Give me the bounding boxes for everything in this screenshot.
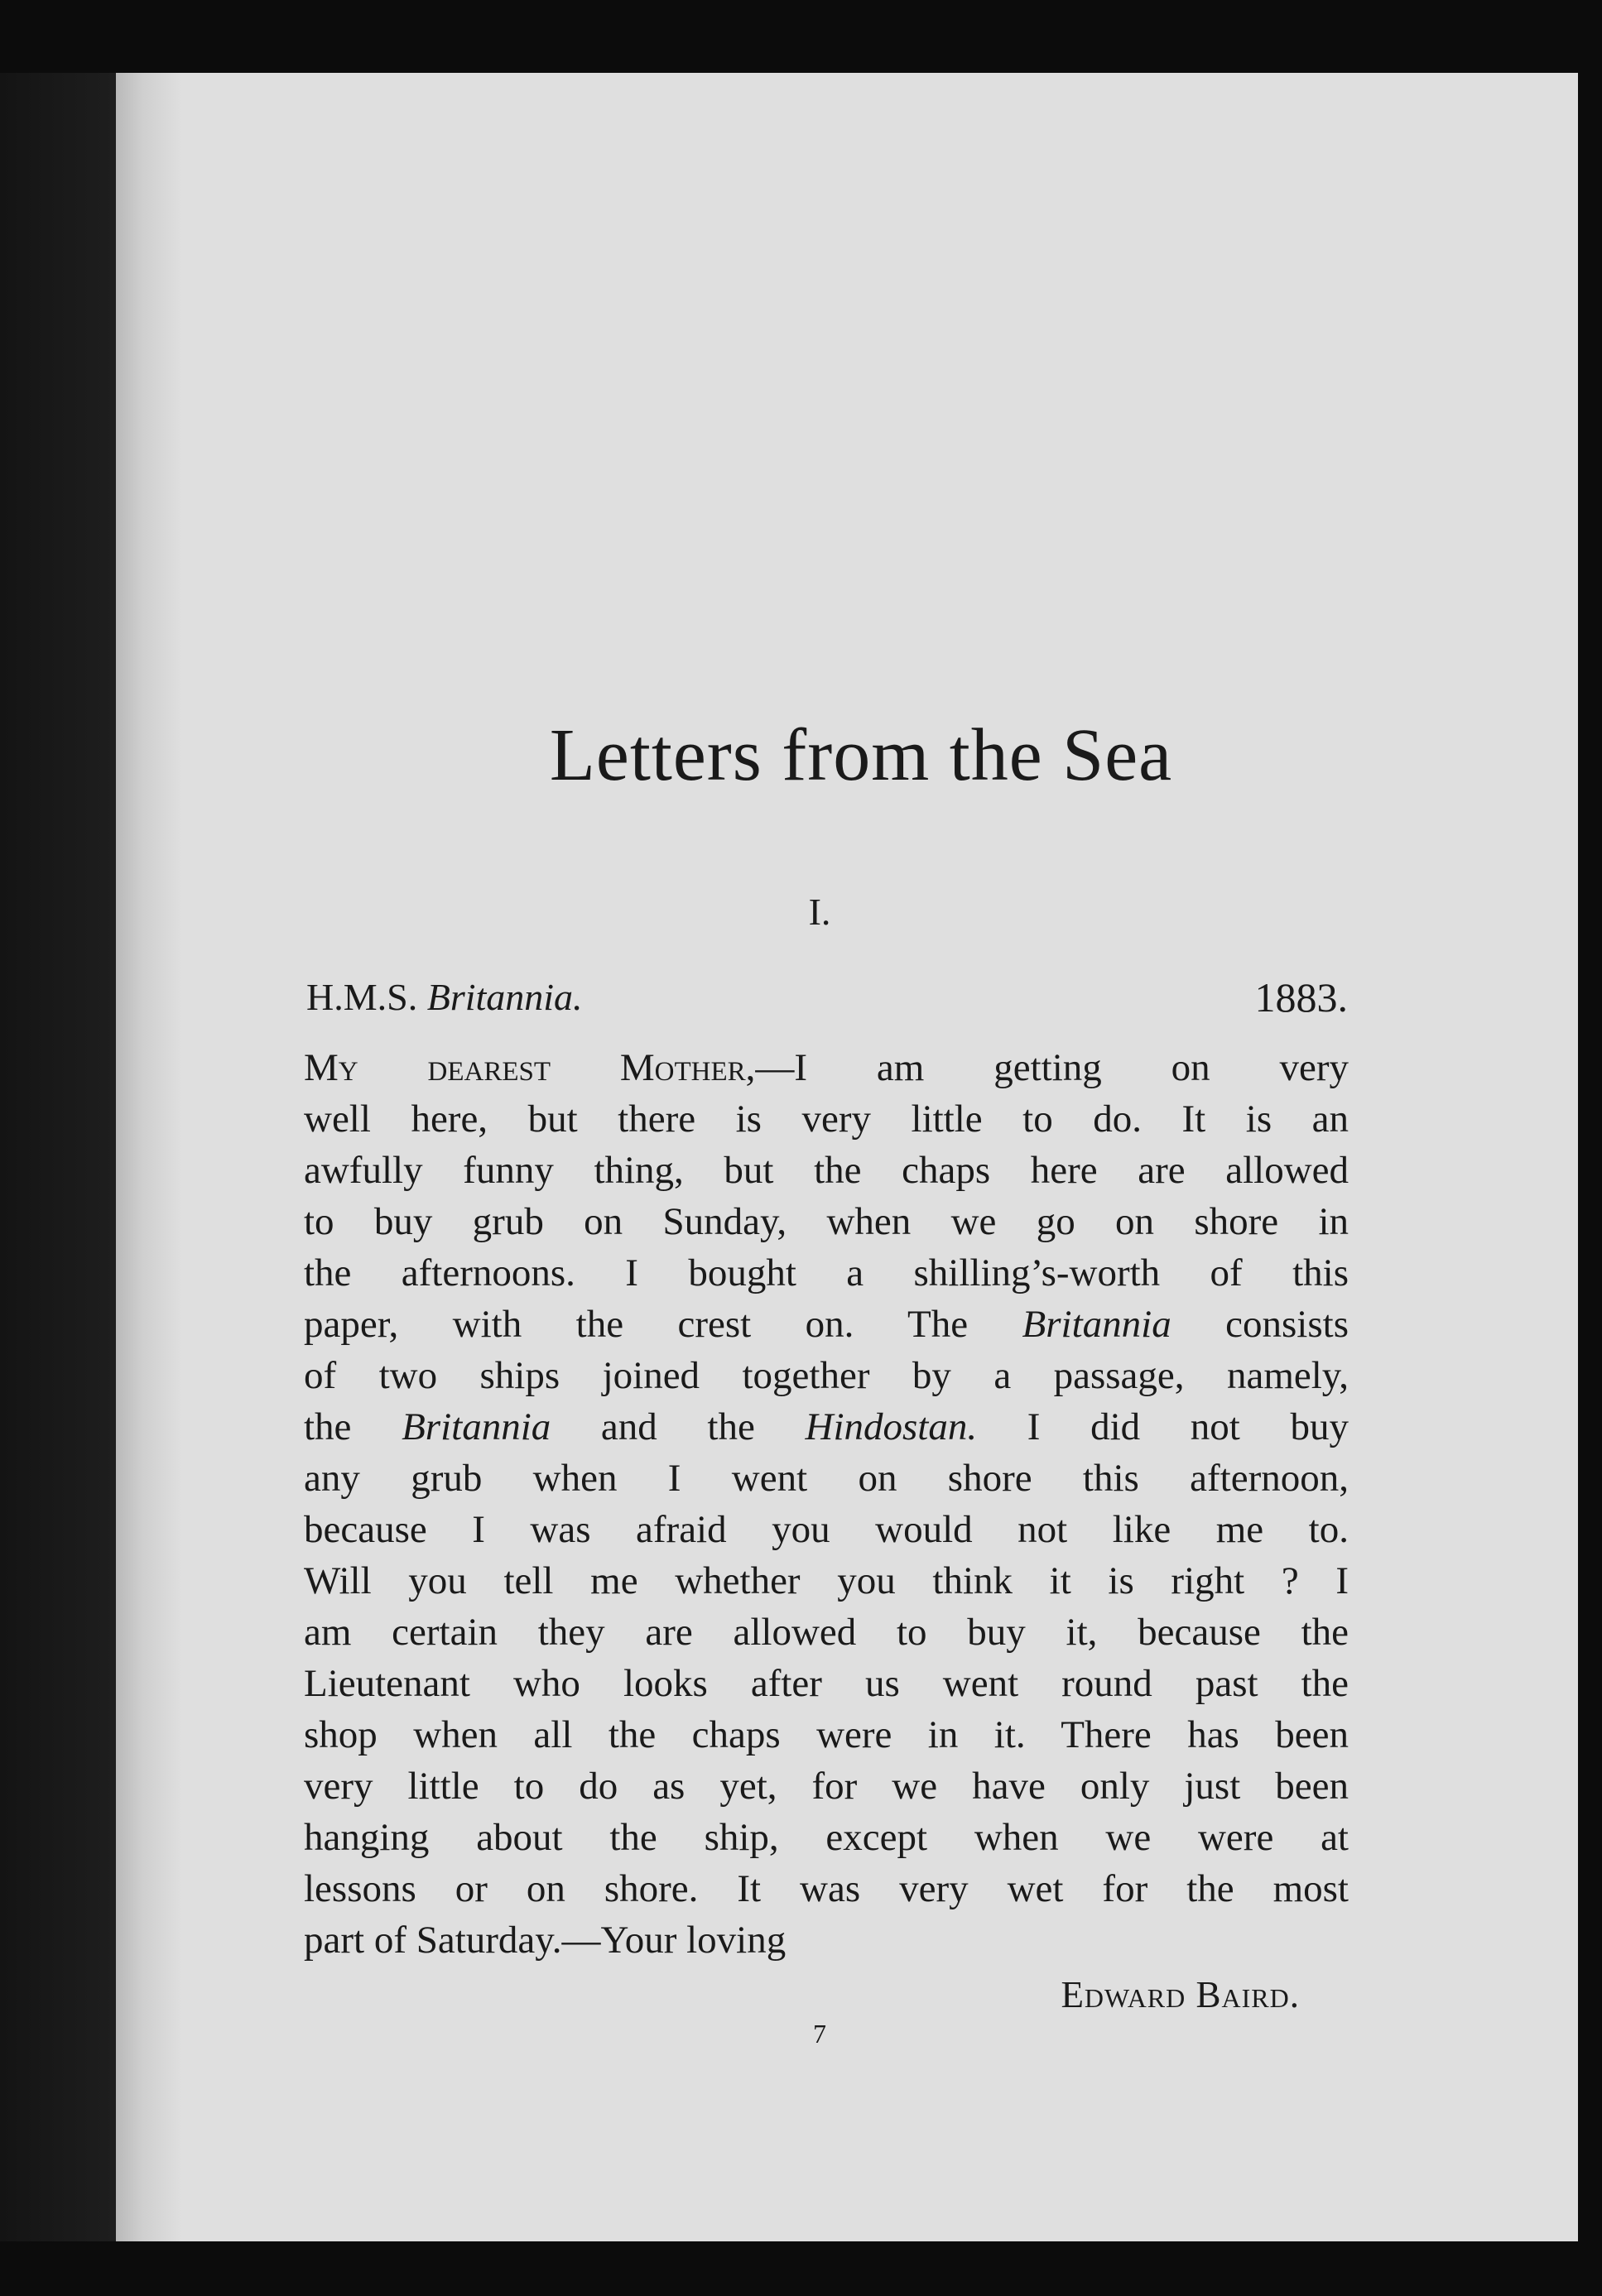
body-line-6	[304, 1299, 1349, 1349]
body-line-5: the afternoons. I bought a shilling’s-worth of this	[304, 1251, 1349, 1295]
ship-name-britannia: Britannia	[402, 1405, 551, 1448]
letter-heading	[306, 973, 1300, 1022]
ship-name-hindostan: Hindostan.	[805, 1405, 978, 1448]
body-line-2: well here, but there is very little to do. It is an	[304, 1098, 1349, 1141]
body-line-1	[304, 1043, 1349, 1093]
body-line-3: awfully funny thing, but the chaps here are allowed	[304, 1149, 1349, 1192]
line-1-rest: —I am getting on very	[755, 1046, 1349, 1089]
body-line-4: to buy grub on Sunday, when we go on shore in	[304, 1200, 1349, 1243]
letter-number: I.	[808, 891, 831, 933]
body-line-18: part of Saturday.—Your loving	[304, 1919, 787, 1962]
line-8-post: I did not buy	[977, 1405, 1349, 1448]
page-title: Letters from the Sea	[549, 714, 1173, 796]
ship-name-britannia: Britannia	[1022, 1303, 1171, 1346]
line-6-pre: paper, with the crest on. The	[304, 1303, 1022, 1346]
body-line-13: Lieutenant who looks after us went round past the	[304, 1662, 1349, 1705]
salutation: My dearest Mother,	[304, 1046, 756, 1089]
ship-name: Britannia.	[426, 976, 583, 1018]
body-line-17: lessons or on shore. It was very wet for the most	[304, 1867, 1349, 1910]
line-6-post: consists	[1171, 1303, 1349, 1346]
body-line-16: hanging about the ship, except when we were at	[304, 1816, 1349, 1859]
body-line-8	[304, 1402, 1349, 1452]
body-line-10: because I was afraid you would not like me to.	[304, 1508, 1349, 1551]
line-8-pre: the	[304, 1405, 402, 1448]
ship-prefix: H.M.S.	[306, 976, 427, 1018]
line-8-mid: and the	[551, 1405, 806, 1448]
body-line-15: very little to do as yet, for we have only just been	[304, 1765, 1349, 1808]
body-line-7: of two ships joined together by a passage, namely,	[304, 1354, 1349, 1397]
signature: Edward Baird.	[1061, 1974, 1300, 2015]
body-line-12: am certain they are allowed to buy it, because the	[304, 1611, 1349, 1654]
facing-page-edge	[0, 73, 116, 2241]
body-line-14: shop when all the chaps were in it. There has been	[304, 1713, 1349, 1756]
letter-year: 1883.	[1254, 974, 1348, 1021]
page-gutter-shadow	[116, 73, 182, 2241]
page-number: 7	[813, 2019, 826, 2049]
body-line-9: any grub when I went on shore this afternoon,	[304, 1457, 1349, 1500]
body-line-11: Will you tell me whether you think it is right ? I	[304, 1559, 1349, 1602]
